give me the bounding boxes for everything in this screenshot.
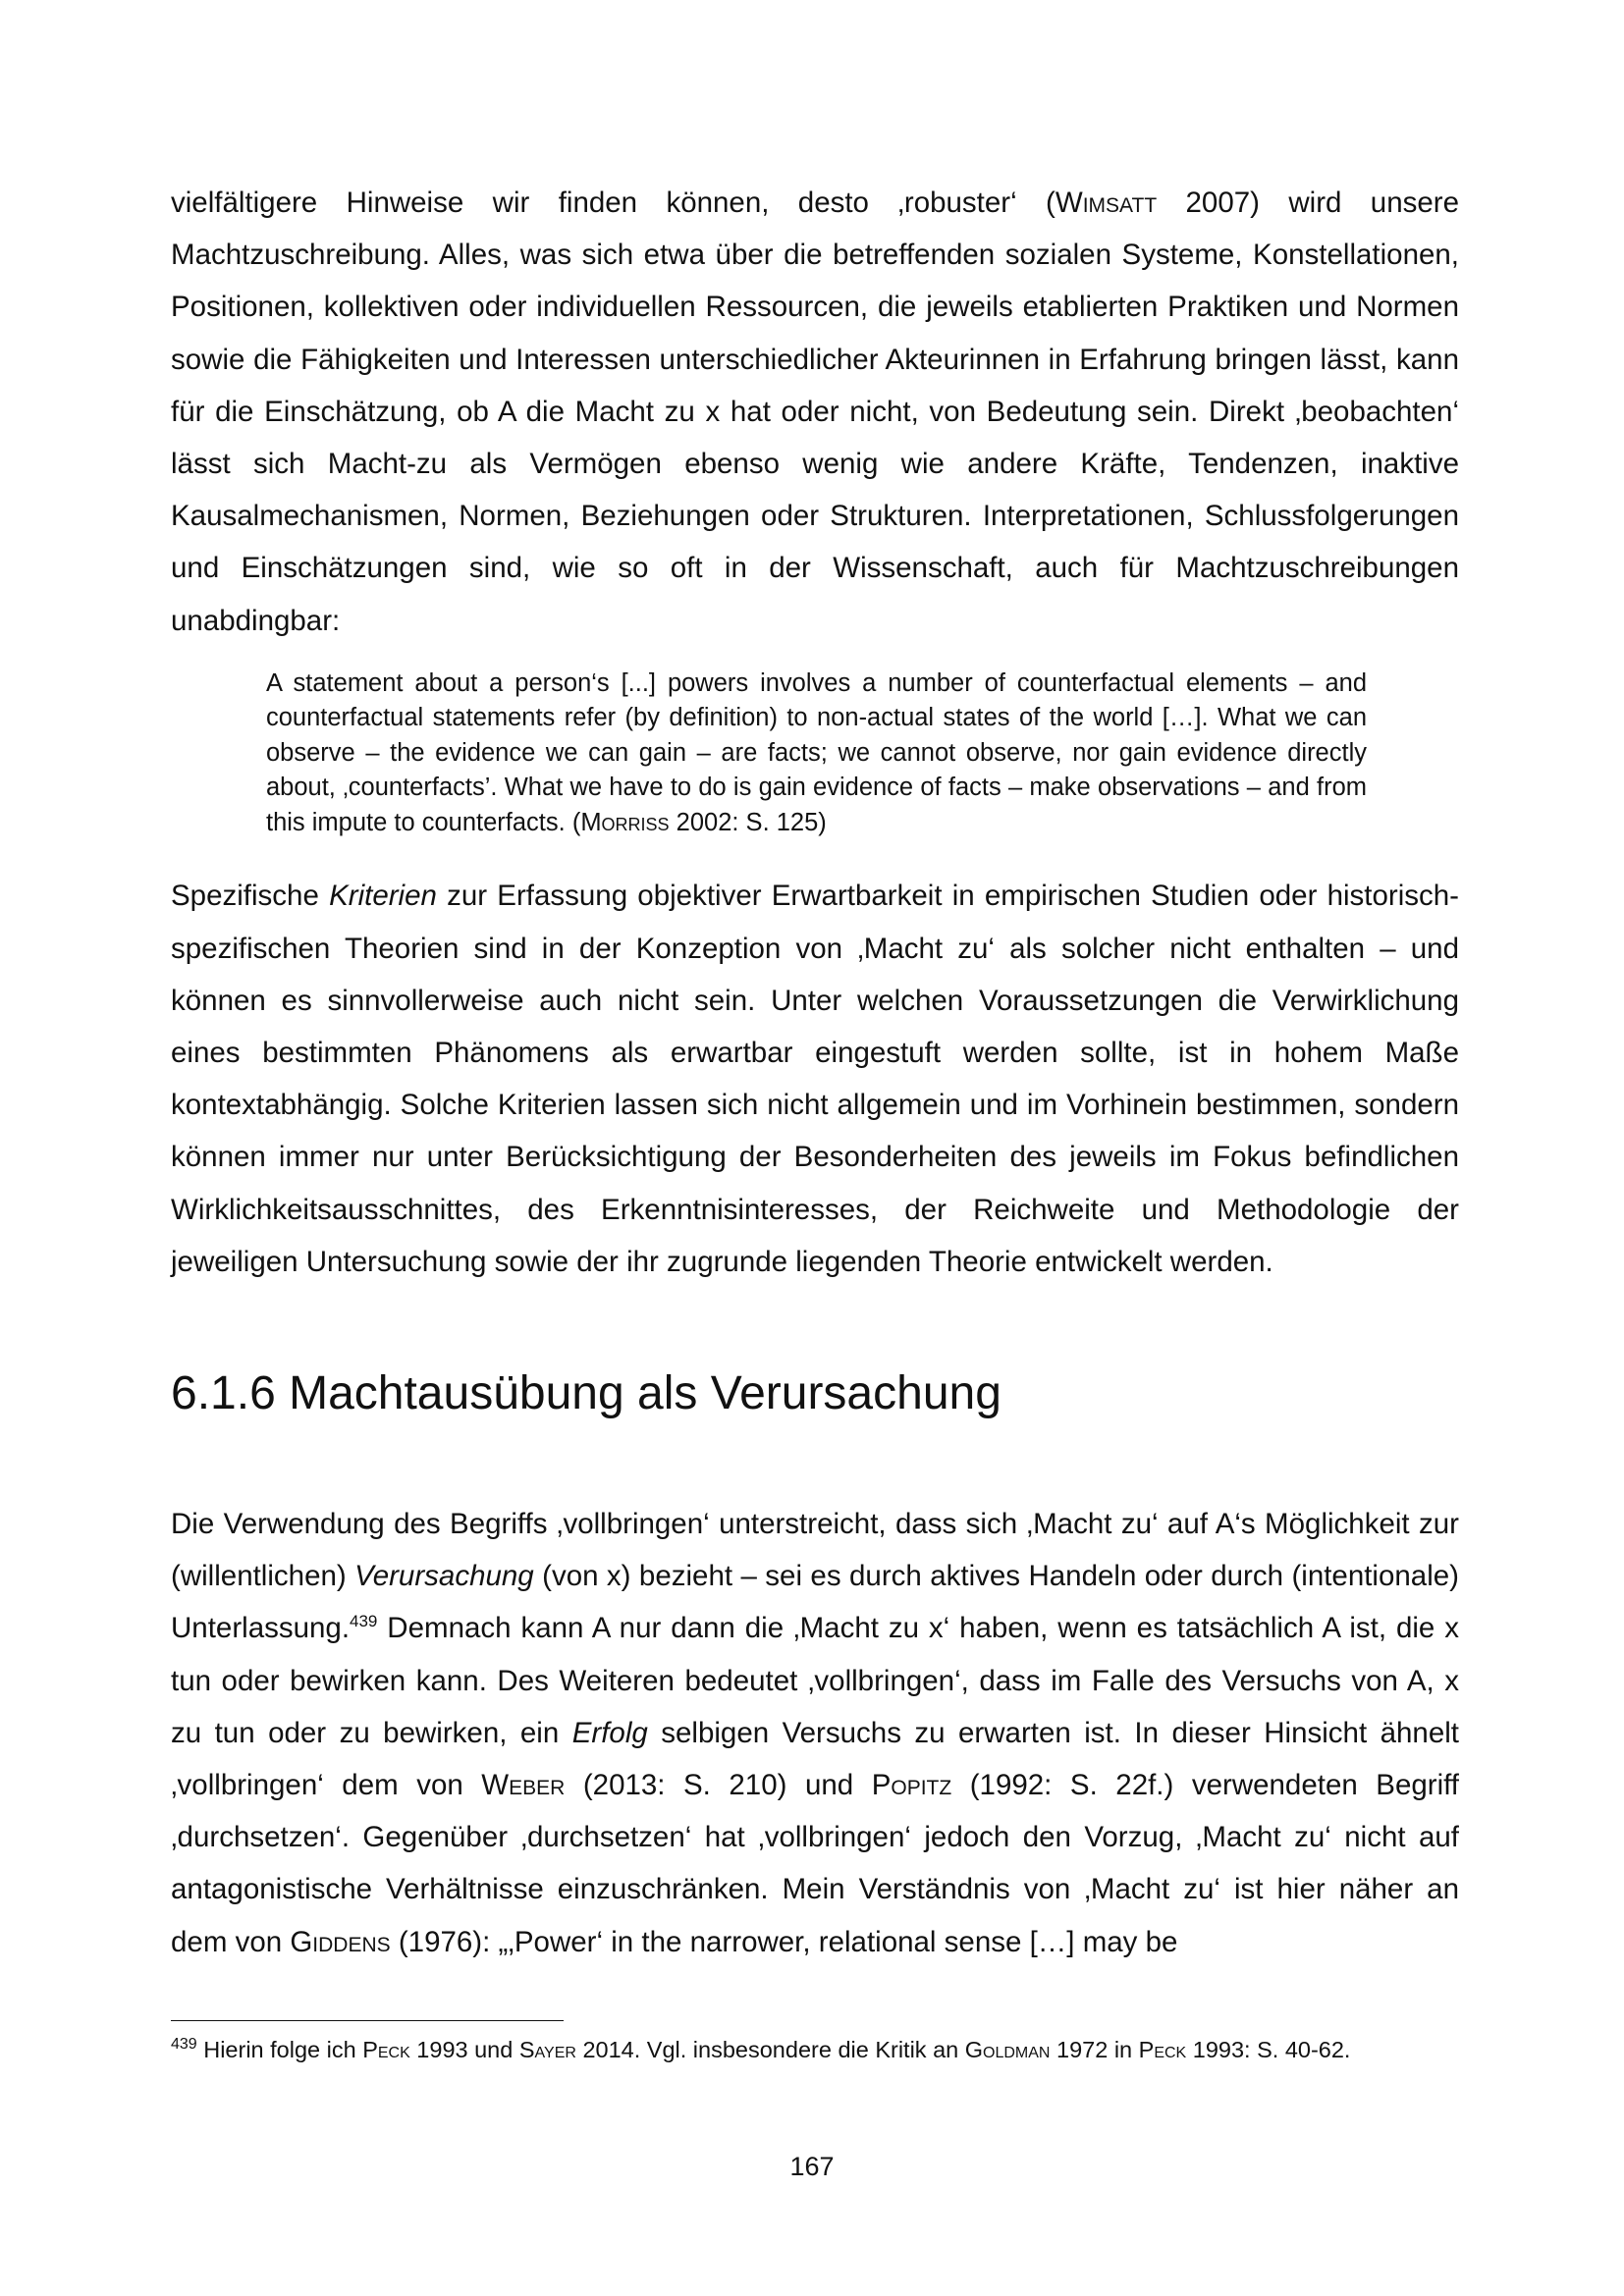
text-run: Demnach kann A nur dann die ‚Macht zu x‘ haben, wenn es tatsächlich A ist, die x tun oder bewirken kann. Des Weiteren bedeutet ‚vollbringen‘, dass im Falle des Versuchs von A, x zu tun oder zu bewirken, ein [171, 1612, 1459, 1749]
author-name: Goldman [964, 2037, 1051, 2062]
text-run: vielfältigere Hinweise wir finden können, desto ‚robuster‘ ( [171, 187, 1056, 219]
paragraph-1 [171, 177, 1459, 647]
author-name: Popitz [871, 1768, 952, 1801]
footnote [171, 2035, 1467, 2064]
footnote-separator [171, 2020, 564, 2021]
block-quote [266, 667, 1367, 841]
author-name: Morriss [580, 808, 670, 836]
paragraph-3 [171, 1498, 1459, 1968]
text-run: (1976): „‚Power‘ in the narrower, relational sense […] may be [390, 1925, 1178, 1958]
text-run: A statement about a person‘s [...] powers involves a number of counterfactual elements – and counterfactual statements refer (by definition) to non-actual states of the world […]. What we can observe – the evidence we can gain – are facts; we cannot observe, nor gain evidence directly about, ‚counterfacts’. What we have to do is gain evidence of facts – make observations – and from this impute to counterfacts. ( [266, 668, 1367, 836]
author-name: Peck [362, 2037, 410, 2062]
paragraph-2 [171, 870, 1459, 1288]
text-run: 1993: S. 40-62. [1186, 2037, 1351, 2062]
text-run: (2013: S. 210) und [565, 1768, 872, 1801]
emphasis: Verursachung [354, 1560, 534, 1593]
author-name: Wimsatt [1055, 187, 1158, 219]
text-run: 2014. Vgl. insbesondere die Kritik an [575, 2037, 965, 2062]
text-run: Hierin folge ich [196, 2037, 363, 2062]
page-body [171, 177, 1459, 1968]
text-run: 2002: S. 125) [669, 808, 827, 836]
emphasis: Erfolg [571, 1716, 648, 1749]
author-name: Giddens [290, 1925, 391, 1958]
emphasis: Kriterien [329, 880, 437, 913]
footnote-number: 439 [171, 2036, 197, 2054]
author-name: Sayer [518, 2037, 576, 2062]
text-run: 1993 und [409, 2037, 519, 2062]
footnote-reference[interactable]: 439 [350, 1612, 378, 1631]
text-run: 2007) wird unsere Machtzuschreibung. Alles, was sich etwa über die betreffenden sozialen Systeme, Konstellationen, Positionen, kollektiven oder individuellen Ressourcen, die jeweils etablierten Praktiken und Normen sowie die Fähigkeiten und Interessen unterschiedlicher Akteurinnen in Erfahrung bringen lässt, kann für die Einschätzung, ob A die Macht zu x hat oder nicht, von Bedeutung sein. Direkt ‚beobachten‘ lässt sich Macht-zu als Vermögen ebenso wenig wie andere Kräfte, Tendenzen, inaktive Kausalmechanismen, Normen, Beziehungen oder Strukturen. Interpretationen, Schlussfolgerungen und Einschätzungen sind, wie so oft in der Wissenschaft, auch für Machtzuschreibungen unabdingbar: [171, 187, 1460, 637]
page-number: 167 [789, 2152, 835, 2181]
section-heading: 6.1.6 Machtausübung als Verursachung [171, 1366, 1001, 1419]
text-run: zur Erfassung objektiver Erwartbarkeit in empirischen Studien oder historisch-spezifischen Theorien sind in der Konzeption von ‚Macht zu‘ als solcher nicht enthalten – und können es sinnvollerweise auch nicht sein. Unter welchen Voraussetzungen die Verwirklichung eines bestimmten Phänomens als erwartbar eingestuft werden sollte, ist in hohem Maße kontextabhängig. Solche Kriterien lassen sich nicht allgemein und im Vorhinein bestimmen, sondern können immer nur unter Berücksichtigung der Besonderheiten des jeweils im Fokus befindlichen Wirklichkeitsausschnittes, des Erkenntnisinteresses, der Reichweite und Methodologie der jeweiligen Untersuchung sowie der ihr zugrunde liegenden Theorie entwickelt werden. [171, 880, 1460, 1278]
text-run: (von x) bezieht – sei es durch aktives Handeln oder durch (intentionale) Unterlassung. [171, 1560, 1459, 1645]
text-run: 1972 in [1050, 2037, 1139, 2062]
text-run: Spezifische [171, 880, 330, 913]
author-name: Weber [481, 1768, 566, 1801]
author-name: Peck [1138, 2037, 1187, 2062]
text-run: Die Verwendung des Begriffs ‚vollbringen‘ unterstreicht, dass sich ‚Macht zu‘ auf A‘s Möglichkeit zur (willentlichen) [171, 1507, 1459, 1593]
text-run: (1992: S. 22f.) verwendeten Begriff ‚durchsetzen‘. Gegenüber ‚durchsetzen‘ hat ‚vollbringen‘ jedoch den Vorzug, ‚Macht zu‘ nicht auf antagonistische Verhältnisse einzuschränken. Mein Verständnis von ‚Macht zu‘ ist hier näher an dem von [171, 1768, 1459, 1958]
text-run: selbigen Versuchs zu erwarten ist. In dieser Hinsicht ähnelt ‚vollbringen‘ dem von [171, 1716, 1459, 1801]
